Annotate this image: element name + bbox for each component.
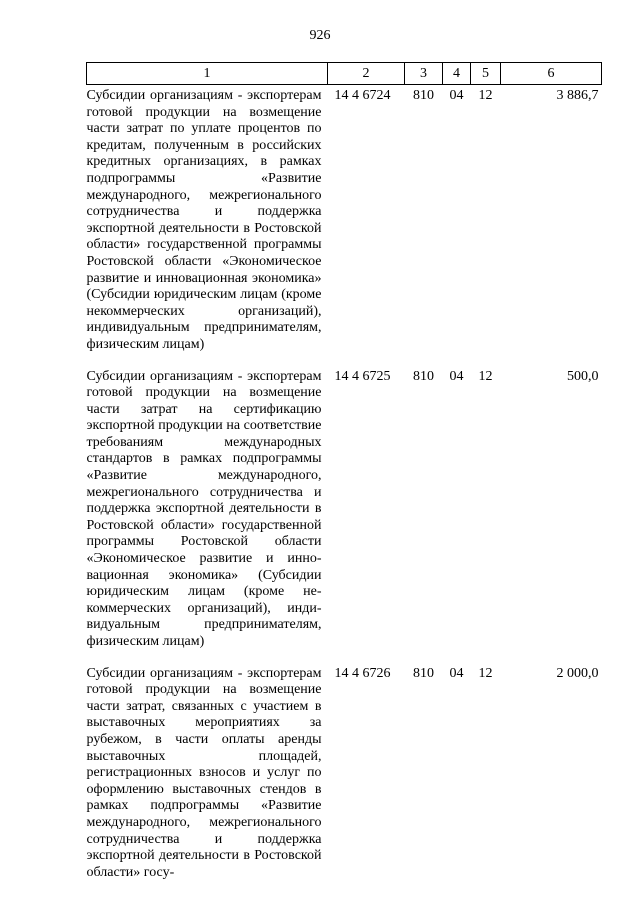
row-amount: 3 886,7 bbox=[556, 88, 599, 103]
row-description: Субсидии организациям - экспортерам готовой продукции на возмещение части затрат на сертификацию экспортной продукции на соответствие требованиям международных стандартов в рамках подпрограммы «Развитие международного, межрегионального сотрудничества и поддержка экспортной деятельности в Ростовской области» государственной программы Ростовской области «Экономическое развитие и инновационная экономика» (Субсидии юридическим лицам (кроме некоммерческих организаций), индивидуальным предпринимателям, физическим лицам) bbox=[86, 368, 322, 649]
page-number: 926 bbox=[309, 28, 331, 43]
header-row bbox=[87, 63, 602, 85]
budget-table bbox=[86, 62, 602, 893]
table-row bbox=[87, 663, 602, 894]
row-amount: 500,0 bbox=[567, 368, 599, 384]
table-header bbox=[87, 63, 602, 85]
row-target-code: 14 4 6725 bbox=[334, 368, 391, 384]
row-amount: 2 000,0 bbox=[556, 665, 599, 681]
row-section: 04 bbox=[449, 665, 464, 681]
column-header-3: 3 bbox=[405, 63, 443, 85]
row-section: 04 bbox=[449, 88, 464, 103]
row-subsection: 12 bbox=[478, 88, 493, 103]
row-subsection: 12 bbox=[478, 368, 493, 384]
column-header-2: 2 bbox=[328, 63, 405, 85]
table-row bbox=[87, 366, 602, 663]
row-target-code: 14 4 6726 bbox=[334, 665, 391, 681]
row-section: 04 bbox=[449, 368, 464, 384]
row-expense-type: 810 bbox=[413, 88, 434, 103]
table-body bbox=[87, 85, 602, 894]
row-description: Субсидии организациям - экспортерам готовой продукции на возмещение части затрат по уплате процентов по кредитам, полученным в российских кредитных организациях, в рамках подпрограммы «Развитие международного, межрегионального сотрудничества и поддержка экспортной деятельности в Ростовской области» государственной программы Ростовской области «Экономическое развитие и инновационная экономика» (Субсидии юридическим лицам (кроме некоммерческих организаций), индивидуальным предпринимателям, физическим лицам) bbox=[86, 88, 322, 352]
column-header-1: 1 bbox=[87, 63, 328, 85]
table-row bbox=[87, 85, 602, 366]
column-header-5: 5 bbox=[471, 63, 501, 85]
row-expense-type: 810 bbox=[413, 368, 434, 384]
row-description: Субсидии организациям - экспортерам готовой продукции на возмещение части затрат, связанных с участием в выставочных мероприятиях за рубежом, в части оплаты аренды выставочных площадей, регистрационных взносов и услуг по оформлению выставочных стендов в рамках подпрограммы «Развитие международного, межрегионального сотрудничества и поддержка экспортной деятельности в Ростовской области» госу- bbox=[86, 665, 322, 880]
row-target-code: 14 4 6724 bbox=[334, 88, 391, 103]
row-subsection: 12 bbox=[478, 665, 493, 681]
row-expense-type: 810 bbox=[413, 665, 434, 681]
column-header-6: 6 bbox=[501, 63, 602, 85]
column-header-4: 4 bbox=[443, 63, 471, 85]
